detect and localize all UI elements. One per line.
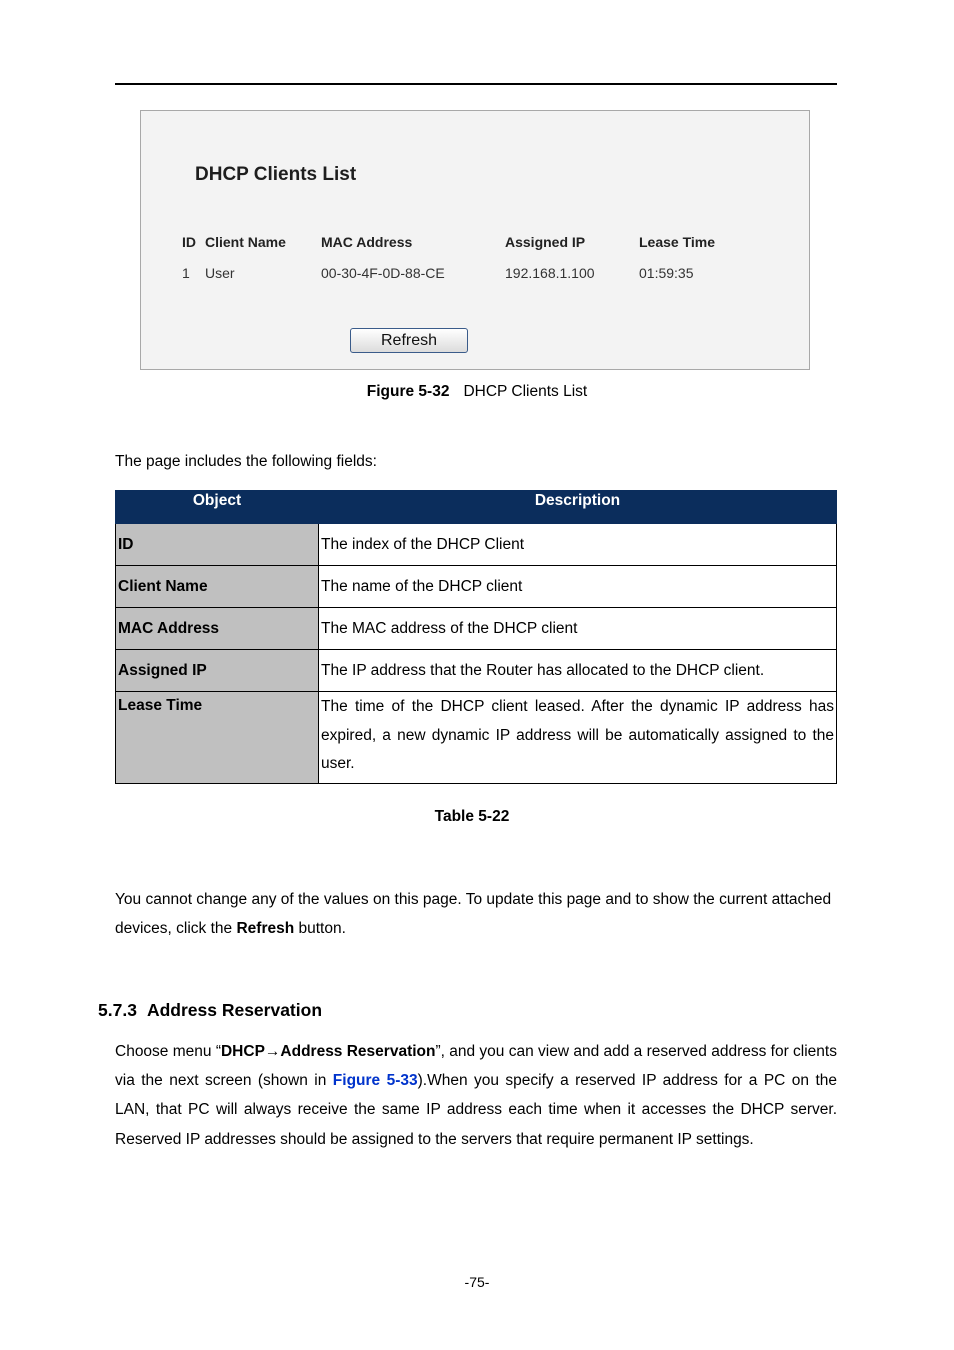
paragraph-text: Choose menu “ xyxy=(115,1043,221,1060)
table-row xyxy=(116,650,837,692)
table-description-cell: The IP address that the Router has allocated to the DHCP client. xyxy=(319,650,837,692)
paragraph-text: You cannot change any of the values on this page. To update this page and to show the current attached devices, click the xyxy=(115,891,832,937)
reservation-paragraph xyxy=(115,1037,837,1154)
menu-address-reservation: Address Reservation xyxy=(280,1043,436,1060)
section-number: 5.7.3 xyxy=(98,1000,137,1020)
table-caption: Table 5-22 xyxy=(434,808,510,825)
table-object-cell: MAC Address xyxy=(116,608,319,650)
table-object-cell: ID xyxy=(116,524,319,566)
header-rule xyxy=(115,83,837,85)
column-header-id: ID xyxy=(182,234,196,250)
table-object-cell: Lease Time xyxy=(116,692,319,784)
dhcp-clients-screenshot xyxy=(140,110,810,370)
paragraph-text: button. xyxy=(294,920,346,937)
client-lease-time: 01:59:35 xyxy=(639,265,694,281)
paragraph-text: ).When you specify a reserved IP address for a PC on the LAN, that PC will always receive the same IP address each time when it accesses the DHCP server. Reserved IP addresses should be assigned to the servers that require permanent IP settings. xyxy=(115,1072,837,1148)
client-id: 1 xyxy=(182,265,190,281)
column-header-assigned-ip: Assigned IP xyxy=(505,234,586,250)
table-object-cell: Client Name xyxy=(116,566,319,608)
column-header-client-name: Client Name xyxy=(205,234,286,250)
table-row xyxy=(116,692,837,784)
figure-label: Figure 5-32 xyxy=(366,383,450,400)
table-description-cell: The name of the DHCP client xyxy=(319,566,837,608)
page-number: -75- xyxy=(464,1274,490,1290)
table-row xyxy=(116,524,837,566)
table-header-description: Description xyxy=(319,491,837,524)
paragraph-text: ”, and you can view and add a reserved address for clients via the next screen (shown in xyxy=(115,1043,837,1090)
table-row xyxy=(116,566,837,608)
figure-link[interactable]: Figure 5-33 xyxy=(332,1072,418,1090)
section-title: Address Reservation xyxy=(146,1000,323,1020)
screenshot-title: DHCP Clients List xyxy=(195,164,357,185)
table-description-cell: The index of the DHCP Client xyxy=(319,524,837,566)
table-header-object: Object xyxy=(116,491,319,524)
client-name: User xyxy=(205,265,235,281)
column-header-lease-time: Lease Time xyxy=(639,234,716,250)
table-object-cell: Assigned IP xyxy=(116,650,319,692)
section-heading xyxy=(98,1000,322,1021)
client-ip: 192.168.1.100 xyxy=(505,265,595,281)
table-row xyxy=(116,608,837,650)
table-description-cell: The MAC address of the DHCP client xyxy=(319,608,837,650)
column-header-mac-address: MAC Address xyxy=(321,234,413,250)
figure-text: DHCP Clients List xyxy=(463,383,588,400)
intro-text: The page includes the following fields: xyxy=(115,453,377,470)
menu-dhcp: DHCP xyxy=(220,1043,265,1060)
table-header-row xyxy=(116,491,837,524)
client-mac: 00-30-4F-0D-88-CE xyxy=(321,265,445,281)
refresh-paragraph xyxy=(115,885,837,943)
refresh-button[interactable]: Refresh xyxy=(350,328,468,353)
table-description-cell: The time of the DHCP client leased. After the dynamic IP address has expired, a new dynamic IP address will be automatically assigned to the user. xyxy=(319,692,837,784)
arrow-icon: → xyxy=(264,1043,281,1060)
fields-table xyxy=(115,490,837,784)
paragraph-bold-refresh: Refresh xyxy=(236,920,295,937)
figure-caption xyxy=(0,383,954,401)
